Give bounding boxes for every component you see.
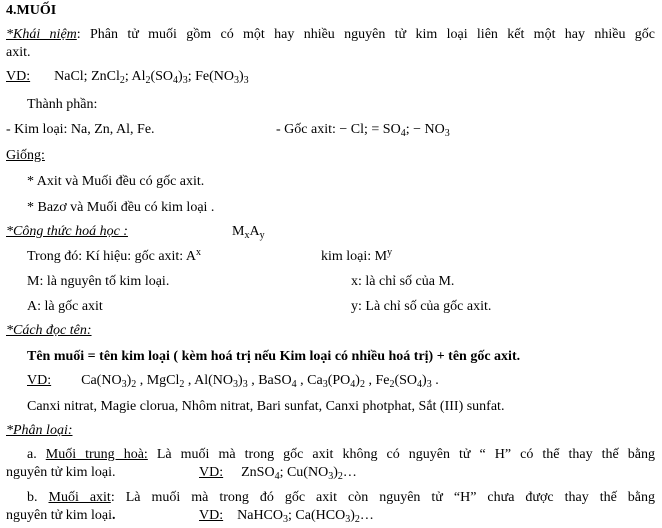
m-description: M: là nguyên tố kim loại. — [27, 274, 170, 289]
a-description: A: là gốc axit — [27, 299, 103, 314]
formula-nacl: NaCl; — [54, 69, 88, 84]
acid-salt-line-2: nguyên tử kim loại. — [6, 508, 116, 523]
section-title: 4.MUỐI — [6, 3, 57, 18]
naming-rule: Tên muối = tên kim loại ( kèm hoá trị nếu Kim loại có nhiều hoá trị) + tên gốc axit. — [27, 349, 521, 364]
concept-text: : Phân tử muối gồm có một hay nhiều nguyên tử kim loại liên kết một hay nhiều gốc — [76, 27, 655, 42]
formula-where-acid: Trong đó: Kí hiệu: gốc axit: $A^x$ — [27, 247, 202, 264]
general-formula: $M_xA_y$ — [232, 224, 265, 241]
neutral-salt-example: VD: ZnSO$_4$; $Cu(NO_3)_2\dots$ — [199, 465, 357, 482]
naming-example-label: VD: — [27, 373, 52, 388]
composition-acid: - Gốc axit: − Cl; = $SO_4$; − $NO_3$ — [276, 122, 450, 139]
similarity-item-1: * Axit và Muối đều có gốc axit. — [27, 174, 205, 189]
similarity-item-2: * Bazơ và Muối đều có kim loại . — [27, 200, 215, 215]
acid-salt-example: VD: NaHCO$_3$; $Ca(HCO_3)_2\dots$ — [199, 508, 374, 525]
formula-al2so43: $Al_2(SO_4)_3$; — [131, 69, 192, 86]
naming-label: *Cách đọc tên: — [6, 323, 92, 338]
naming-example-formulas: VD: $Ca(NO_3)_2$ , MgCl$_2$ , $Al(NO_3)_3$ , BaSO$_4$ , $Ca_3(PO_4)_2$ , $Fe_2(SO_4)_3$ . — [27, 373, 439, 390]
neutral-salt-line-1: a. Muối trung hoà: Là muối mà trong gốc axit không có nguyên tử “ H” có thể thay thế bằng — [27, 447, 655, 462]
acid-salt-term: Muối axit — [48, 490, 111, 505]
concept-label: *Khái niệm — [6, 27, 77, 42]
formula-zncl2: ZnCl$_2$; — [91, 69, 129, 86]
neutral-salt-line-2: nguyên tử kim loại. — [6, 465, 116, 480]
formula-label: *Công thức hoá học : — [6, 224, 128, 239]
formula-feno33: $Fe(NO_3)_3$ — [195, 69, 249, 86]
example-salts-line — [6, 68, 249, 86]
example-label: VD: — [6, 69, 31, 84]
composition-label: Thành phần: — [27, 97, 98, 112]
acid-salt-line-1: b. Muối axit: Là muối mà trong đó gốc axit còn nguyên tử “H” chưa được thay thế bằng — [27, 490, 656, 505]
y-description: y: Là chỉ số của gốc axit. — [351, 299, 492, 314]
concept-line-2: axit. — [6, 45, 31, 60]
classification-label: *Phân loại: — [6, 423, 73, 438]
x-description: x: là chỉ số của M. — [351, 274, 455, 289]
naming-example-names: Canxi nitrat, Magie clorua, Nhôm nitrat, Bari sunfat, Canxi photphat, Sắt (III) sunfat. — [27, 399, 505, 414]
neutral-salt-term: Muối trung hoà: — [45, 447, 148, 462]
similarity-label: Giống: — [6, 148, 45, 163]
concept-line-1 — [6, 26, 655, 44]
formula-where-metal: kim loại: $M^y$ — [321, 247, 393, 264]
composition-metal: - Kim loại: Na, Zn, Al, Fe. — [6, 122, 155, 137]
